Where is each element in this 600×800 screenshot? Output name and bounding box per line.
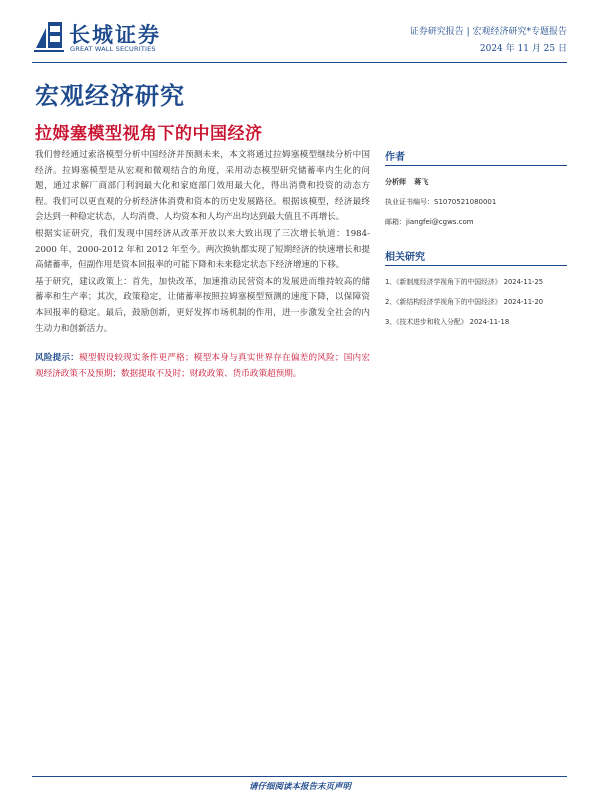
risk-label: 风险提示： <box>35 353 80 364</box>
report-date: 2024 年 11 月 25 日 <box>479 44 567 54</box>
great-wall-logo-icon <box>32 18 66 54</box>
email-key: 邮箱： <box>385 218 406 226</box>
body-paragraph: 根据实证研究，我们发现中国经济从改革开放以来大致出现了三次增长轨道：1984-2000 年、2000-2012 年和 2012 年至今。两次换轨都实现了短期经济的快速增长和提高储蓄率，但副作用是资本回报率的可能下降和未来稳定状态下经济增速的下移。 <box>35 228 370 271</box>
body-paragraph: 我们曾经通过索洛模型分析中国经济并预测未来，本文将通过拉姆塞模型继续分析中国经济。拉姆塞模型是从宏观和微观结合的角度，采用动态模型研究储蓄率内生化的问题，通过求解厂商部门利润最大化和家庭部门效用最大化，得出消费和投资的动态方程。我们可以更直观的分析经济体消费和资本的历史发展路径。根据该模型，经济最终会达到一种稳定状态，人均消费、人均资本和人均产出均达到最大值且不再增长。 <box>35 150 370 223</box>
license-key: 执业证书编号： <box>385 198 434 206</box>
analyst-name: 蒋飞 <box>414 178 429 186</box>
report-meta <box>410 24 567 58</box>
footer-divider <box>32 776 567 777</box>
report-body <box>35 148 370 383</box>
related-report-item[interactable]: 1、《新制度经济学视角下的中国经济》 2024-11-25 <box>385 278 544 286</box>
license-value: S1070521080001 <box>434 198 497 206</box>
risk-warning <box>35 351 370 382</box>
logo-chinese-name: 长城证券 <box>69 22 161 47</box>
sidebar <box>385 148 567 332</box>
related-report-item[interactable]: 3、《技术进步和收入分配》 2024-11-18 <box>385 318 510 326</box>
email-link[interactable]: jiangfei@cgws.com <box>406 218 474 226</box>
report-title: 拉姆塞模型视角下的中国经济 <box>35 124 263 144</box>
company-logo <box>32 18 182 58</box>
header-divider <box>32 62 567 63</box>
license-row <box>385 192 567 212</box>
report-type: 证券研究报告 | 宏观经济研究*专题报告 <box>409 27 567 37</box>
related-heading: 相关研究 <box>385 248 567 266</box>
category-title: 宏观经济研究 <box>35 81 185 110</box>
analyst-row <box>385 172 567 192</box>
logo-english-name: GREAT WALL SECURITIES <box>70 45 156 53</box>
analyst-key: 分析师 <box>385 178 406 186</box>
email-row <box>385 212 567 232</box>
author-heading: 作者 <box>385 148 567 166</box>
body-paragraph: 基于研究，建议政策上：首先，加快改革，加速推动民营资本的发展进而维持较高的储蓄率和生产率；其次，政策稳定，让储蓄率按照拉姆塞模型预测的速度下降，以保障资本回报率的稳定。最后，鼓励创新，更好发挥市场机制的作用，进一步激发全社会的内生动力和创新活力。 <box>35 276 370 334</box>
footer-disclaimer: 请仔细阅读本报告末页声明 <box>248 782 351 792</box>
related-report-item[interactable]: 2、《新结构经济学视角下的中国经济》 2024-11-20 <box>385 298 544 306</box>
risk-text: 模型假设较现实条件更严格；模型本身与真实世界存在偏差的风险；国内宏观经济政策不及预期；数据提取不及时；财政政策、货币政策超预期。 <box>35 353 370 379</box>
